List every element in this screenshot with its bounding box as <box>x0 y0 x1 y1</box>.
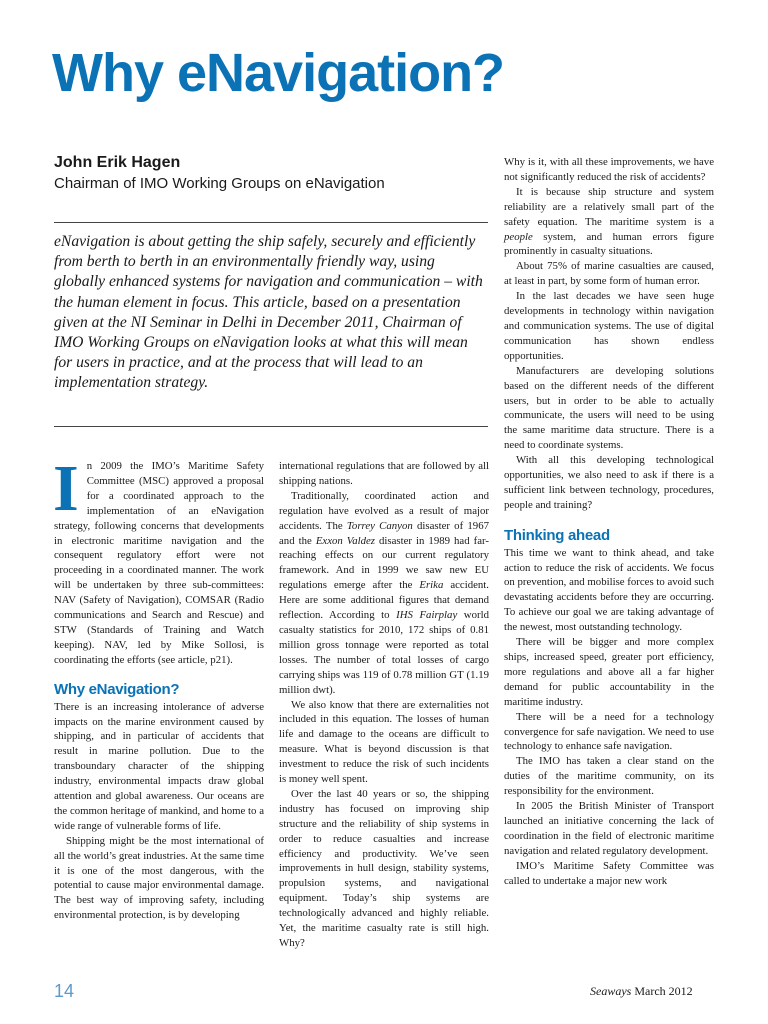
paragraph: Manufacturers are developing solutions based on the different needs of the different users, but in order to be able to actually communicate, the users will need to be using the same maritime data structure. There is a need to coordinate systems. <box>504 364 714 452</box>
top-divider <box>54 222 488 223</box>
paragraph <box>53 452 264 668</box>
paragraph: We also know that there are externalities not included in this equation. The losses of human life and damage to the oceans are difficult to measure. What is beyond discussion is that investment to reduce the risk of such incidents is money well spent. <box>279 698 489 786</box>
author-role: Chairman of IMO Working Groups on eNavigation <box>54 175 385 192</box>
paragraph: IMO’s Maritime Safety Committee was called to undertake a major new work <box>504 859 714 887</box>
column-2 <box>279 459 489 951</box>
paragraph: There will be a need for a technology convergence for safe navigation. We need to use technology to enhance safe navigation. <box>504 710 714 753</box>
section-heading: Why eNavigation? <box>54 680 180 698</box>
paragraph: About 75% of marine casualties are caused, at least in part, by some form of human error. <box>504 260 714 288</box>
paragraph: Over the last 40 years or so, the shipping industry has focused on improving ship structure and the reliability of ship systems in order to reduce casualties and increase efficiency and productivity. We’ve seen improvements in hull design, stability systems, propulsion systems, and navigational equipment. Today’s ship systems are technologically advanced and highly reliable. Yet, the maritime casualty rate is still high. Why? <box>279 787 489 949</box>
ship-name: Exxon Valdez <box>315 534 375 547</box>
paragraph: Shipping might be the most international of all the world’s great industries. At the same time it is one of the most dangerous, with the potential to cause major environmental damage. The best way of improving safety, including environmental protection, is by developing <box>54 834 264 922</box>
running-footer <box>590 984 693 999</box>
source-name: IHS Fairplay <box>396 609 458 622</box>
paragraph: It is because ship structure and system reliability are a relatively small part of the safety equation. The maritime system is a people system, and human errors figure prominently in casualty situations. <box>504 185 714 258</box>
column-3 <box>504 155 714 889</box>
author-name: John Erik Hagen <box>54 154 181 171</box>
intro-standfirst: eNavigation is about getting the ship safely, securely and efficiently from berth to berth in an environmentally friendly way, using globally enhanced systems for navigation and communication – with the human element in focus. This article, based on a presentation given at the NI Seminar in Delhi in December 2011, Chairman of IMO Working Groups on eNavigation looks at what this will mean for users in practice, and at the process that will lead to an implementation strategy. <box>54 233 483 392</box>
paragraph: With all this developing technological opportunities, we also need to ask if there is a sufficient link between technology, procedures, people and training? <box>504 454 714 511</box>
article-title: Why eNavigation? <box>52 43 505 103</box>
paragraph: In the last decades we have seen huge developments in technology within navigation and communication systems. The use of digital communication has shown endless opportunities. <box>504 290 714 362</box>
ship-name: Torrey Canyon <box>346 519 413 532</box>
issue-date: March 2012 <box>634 984 693 998</box>
column-1 <box>53 452 264 923</box>
emphasis: people <box>504 230 533 243</box>
page-number: 14 <box>54 981 75 1001</box>
paragraph: There will be bigger and more complex ships, increased speed, greater port efficiency, more regulations and above all a far higher demand for public accountability in the maritime industry. <box>504 636 714 708</box>
paragraph: Traditionally, coordinated action and regulation have evolved as a result of major accidents. The Torrey Canyon disaster of 1967 and the Exxon Valdez disaster in 1989 had far-reaching effects on our current regulatory framework. And in 1999 we saw new EU regulations emerge after the Erika accident. Here are some additional figures that demand reflection. According to IHS Fairplay world casualty statistics for 2010, 172 ships of 0.81 million gross tonnage were reported as total losses. The number of total losses of cargo carrying ships was 119 of 0.78 million GT (1.19 million dwt). <box>279 489 490 696</box>
paragraph: The IMO has taken a clear stand on the duties of the maritime community, on its responsibility for the environment. <box>504 755 714 798</box>
drop-cap: I <box>53 452 79 525</box>
paragraph: In 2005 the British Minister of Transport launched an initiative concerning the lack of coordination in the field of electronic maritime navigation and related regulatory development. <box>504 800 714 857</box>
bottom-divider <box>54 426 488 427</box>
paragraph: Why is it, with all these improvements, we have not significantly reduced the risk of accidents? <box>504 156 714 183</box>
paragraph: There is an increasing intolerance of adverse impacts on the marine environment caused by shipping, and in particular of accidents that result in marine pollution. Due to the transboundary character of the shipping industry, environmental impacts draw global attention and global awareness. Our oceans are the common heritage of mankind, and home to a wide range of vulnerable forms of life. <box>54 700 264 832</box>
publication-name: Seaways <box>590 984 632 998</box>
paragraph: international regulations that are followed by all shipping nations. <box>279 460 489 487</box>
paragraph-text: n 2009 the IMO’s Maritime Safety Committee (MSC) approved a proposal for a coordinated approach to the implementation of an eNavigation strategy, following concerns that developments in electronic maritime navigation and the consequent regulatory effort were not proceeding in a coordinated manner. The work will be undertaken by three sub-committees: NAV (Safety of Navigation), COMSAR (Radio communications and Search and Rescue) and STW (Standards of Training and Watch keeping). NAV, led by Mike Sollosi, is coordinating the efforts (see article, p21). <box>54 460 264 666</box>
ship-name: Erika <box>419 579 444 592</box>
section-heading: Thinking ahead <box>504 526 610 544</box>
paragraph: This time we want to think ahead, and take action to reduce the risk of accidents. We focus on prevention, and mobilise forces to avoid such devastating accidents before they are occurring. To achieve our goal we are taking advantage of the newest, most outstanding technology. <box>504 546 714 634</box>
